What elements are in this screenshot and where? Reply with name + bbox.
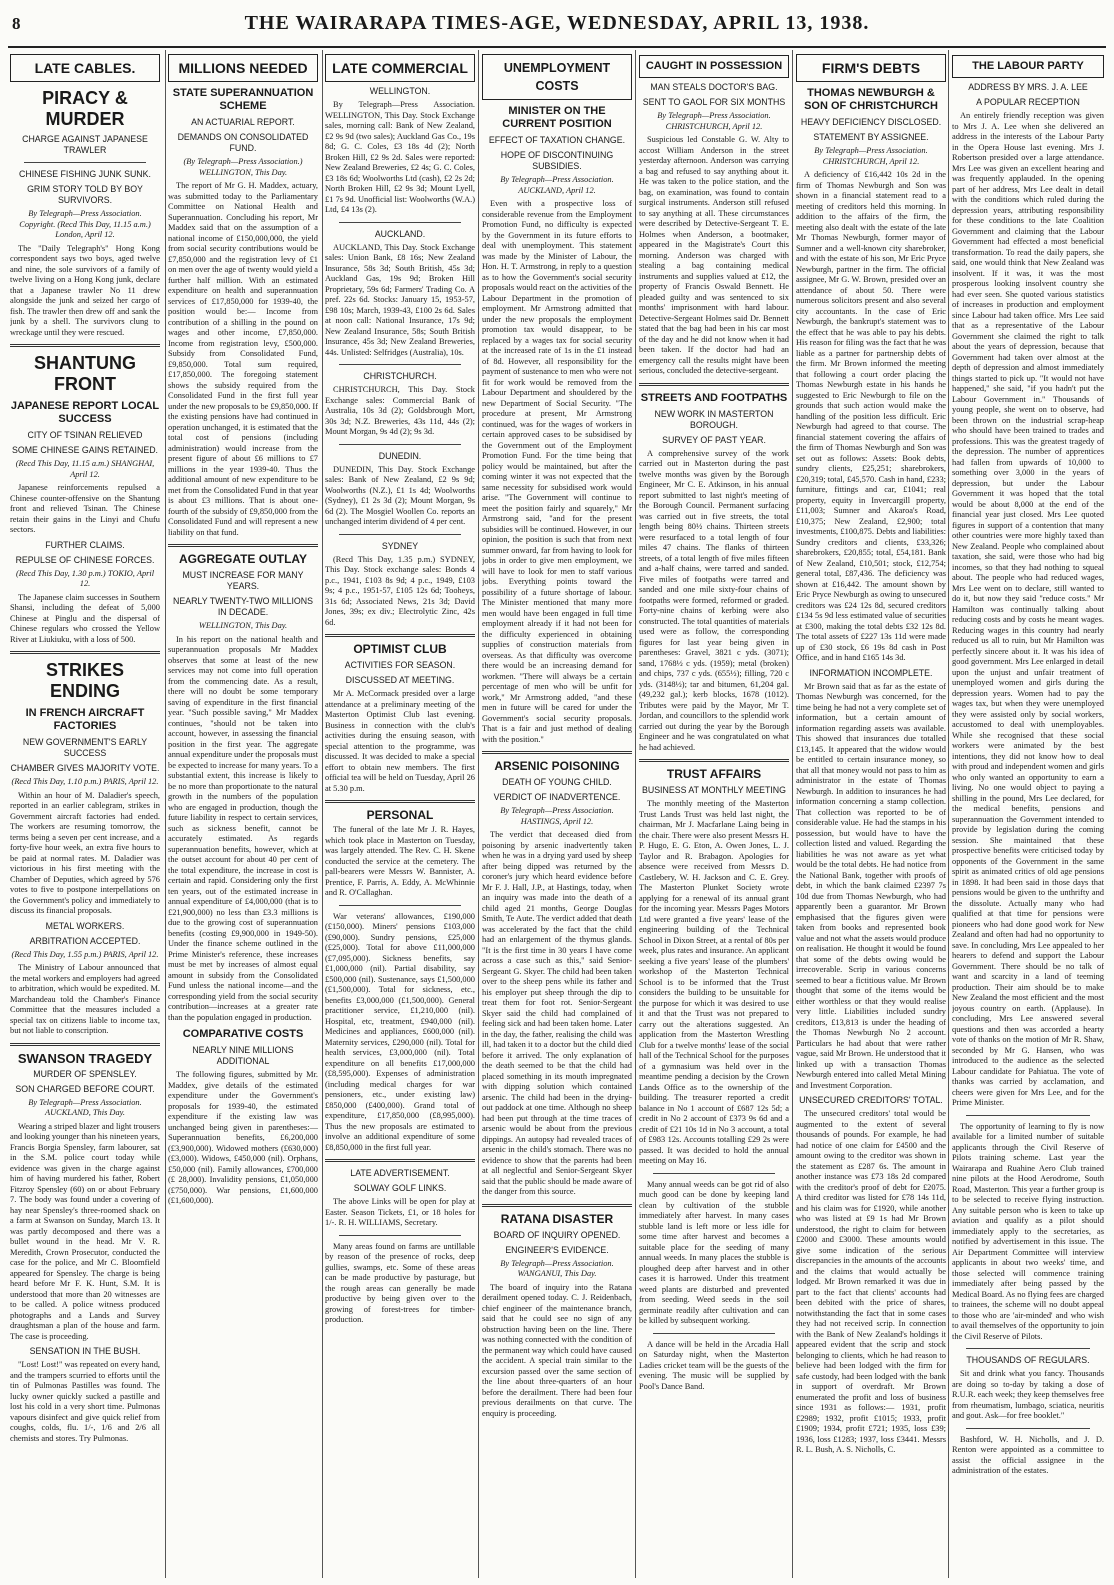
subheadline: JAPANESE REPORT LOCAL SUCCESS [10, 400, 160, 425]
dateline: By Telegraph—Press Association. HASTINGS, April 12. [500, 806, 614, 826]
article-body: Japanese reinforcements repulsed a Chinese counter-offensive on the Shantung front and relieved Tsinan. The Chinese retain their gains in the Linyi and Chufu sectors. [10, 483, 160, 534]
section-header: FIRM'S DEBTS [796, 54, 946, 82]
newspaper-title: THE WAIRARAPA TIMES-AGE, WEDNESDAY, APRIL 13, 1938. [244, 12, 870, 34]
column-firms-debts [796, 50, 946, 1578]
article-body: Many annual weeds can be got rid of also much good can be done by keeping land clean by cultivation of the stubble immediately after harvest. In many cases stubble land is left more or less idle for some time after harvest and becomes a suitable place for the seeding of many annual weeds. In many places the stubble is ploughed deep after harvest and in other cases it is harrowed. Under this treatment weed plants are disturbed and prevented from seeding. Weed seeds in the soil germinate readily after cultivation and can be killed by subsequent working. [639, 1179, 789, 1325]
section-header: LATE CABLES. [10, 54, 160, 82]
subheadline: SYDNEY [381, 540, 419, 551]
subheadline: SOLWAY GOLF LINKS. [353, 1183, 447, 1193]
subheadline: THOMAS NEWBURGH & SON OF CHRISTCHURCH [804, 87, 938, 112]
subheadline: STATE SUPERANNUATION SCHEME [172, 87, 314, 112]
subheadline: ARBITRATION ACCEPTED. [29, 935, 141, 946]
subheadline: HOPE OF DISCONTINUING SUBSIDIES. [500, 150, 614, 171]
column-unemployment-costs [482, 50, 632, 1578]
subheadline: SENSATION IN THE BUSH. [29, 1346, 141, 1356]
article-body: Many areas found on farms are untillable by reason of the presence of rocks, deep gullies, swamps, etc. Some of these areas can be made productive by pasturage, but the rough areas can generally be made productive by being given over to the growing of forest-trees for timber-production. [325, 1241, 475, 1324]
subheadline: MUST INCREASE FOR MANY YEARS. [182, 570, 304, 591]
article-body: Wearing a striped blazer and light trousers and looking younger than his nineteen years, Francis Borgia Spensley, farm labourer, sat in the S.M. police court today while evidence was given in the charge against him of having murdered his father, Robert Fitzroy Spensley (60) on or about February 7. The body was found under a covering of hay near Spensley's three-roomed shack on a farm at Swanson on Sunday, March 13. It was partly decomposed and there was a bullet wound in the head. Mr V. R. Meredith, Crown Prosecutor, conducted the case for the police, and Mr C. Bloomfield appeared for Spensley. The charge is being heard before Mr F. K. Hunt, S.M. It is understood that more than 20 witnesses are to be called. A police witness produced photographs and a Lands and Survey draughtsman a plan of the house and farm. The case is proceeding. [10, 1121, 160, 1341]
subheadline: NEARLY TWENTY-TWO MILLIONS IN DECADE. [173, 596, 313, 617]
article-body: The Ministry of Labour announced that the metal workers and employers had agreed to arbitration, which would be expedited. M. Marchandeau told the Chamber's Finance Committee that the measures included a special tax on citizens liable to income tax, but not liable to conscription. [10, 963, 160, 1035]
article-body: Even with a prospective loss of considerable revenue from the Employment Promotion Fund, no difficulty is expected by the Government in its future efforts to deal with unemployment. This statement was made by the Minister of Labour, the Hon. H. T. Armstrong, in reply to a question as to how the Government's social security proposals would react on the activities of the Labour Department in the promotion of employment. Mr Armstrong admitted that under the new proposals the employment promotion tax would disappear, to be replaced by a wages tax for social security at the increased rate of 1s in the £1 instead of 8d. However, all responsibility for the payment of sustenance to men who were not fit for work would be removed from the Labour Department and shouldered by the new Department of Social Security. "The procedure at present, Mr Armstrong continued, was for the wages of workers in certain approved cases to be subsidised by the Government out of the Employment Promotion Fund. For the time being that policy would be maintained, but after the coming winter it was not expected that the same necessity for subsidised work would arise. "The Government will continue to meet the position fairly and squarely," Mr Armstrong said, "and for the present subsidies will be continued. However, in our opinion, the position is such that from next summer onward, far from having to look for jobs in order to give men employment, we will have to look for men to staff various jobs. Everything points toward the possibility of a future shortage of labour. The Minister mentioned that many more men would have been engaged in full time employment already if it had not been for the difficulty experienced in obtaining supplies of construction materials from overseas. As that difficulty was overcome there would be an increasing demand for workmen. "There will always be a certain percentage of men who will be unfit for work," Mr Armstrong added, "and these men in future will be cared for under the Government's social security proposals. That is a fair and just method of dealing with the position." [482, 199, 632, 744]
headline: SWANSON TRAGEDY [17, 1050, 153, 1066]
headline: AGGREGATE OUTLAY [178, 552, 307, 566]
subheadline: CITY OF TSINAN RELIEVED [27, 430, 143, 440]
article-body: The unsecured creditors' total would be augmented to the extent of several thousands of pounds. For example, he had had notice of one claim for £4500 and the amount owing to the creditor was shown in the statement as £287 6s. The amount in another instance was £73 18s 2d compared with the creditor's proof of debt for £2075. A third creditor was listed for £78 14s 11d, and his claim was for £1920, while another who was listed at £9 1s had Mr Brown understood, the right to claim for between £2000 and £3000. These amounts would give some indication of the serious discrepancies in the amounts of the accounts and the claims that would actually be lodged. Mr Brown remarked it was due in part to the fact that clients' accounts had been debited with the price of shares, notwithstanding the fact that in some cases they had not received scrip. In connection with the Bank of New Zealand's holdings it appeared evident that the scrip and stock belonging to clients, which he had reason to believe had been lodged with the firm for safe custody, had been lodged with the bank in support of overdraft. Mr Brown enumerated the profit and loss of business since 1931 as follows:— 1931, profit £2989; 1932, profit £1015; 1933, profit £1909; 1934, profit £721; 1935, loss £39; 1936, loss £1283; 1937, loss £3441. Messrs R. L. Bush, A. S. Nicholls, C. [796, 1109, 946, 1454]
dateline: By Telegraph—Press Association. WANGANUI, This Day. [500, 1258, 614, 1278]
column-rule [478, 50, 479, 1578]
article-body: DUNEDIN, This Day. Stock Exchange sales: Bank of New Zealand, £2 9s 9d; Woolworths (N.Z.), £1 1s 4d; Woolworths (Sydney), £1 2s 3d (2); Mount Morgan, 9s 6d (2). The Mosgiel Woollen Co. reports an unchanged interim dividend of 4 per cent. [325, 464, 475, 526]
dateline: (Recd This Day, 1.30 p.m.) TOKIO, April 12. [15, 568, 155, 588]
subheadline: FURTHER CLAIMS. [45, 539, 125, 550]
subheadline: SENT TO GAOL FOR SIX MONTHS [642, 97, 786, 107]
article-body: The following figures, submitted by Mr. Maddex, give details of the estimated expenditure under the Government's proposals for 1939-40, the estimated expenditure if the existing law was unchanged being given in parentheses:— Superannuation benefits, £6,200,000 (£3,900,000). Widowed mothers (£630,000) (£3,000). Widows, £450,000 (nil). Orphans, £50,000 (nil). Family allowances, £700,000 (£ 28,000). Invalidity pensions, £1,050,000 (£750,000). War pensions, £1,600,000 (£1,600,000). [168, 1070, 318, 1205]
article-body: The monthly meeting of the Masterton Trust Lands Trust was held last night, the chairman, Mr J. Macfarlane Laing being in the chair. There were also present Messrs H. P. Hugo, E. G. Eton, A. Owen Jones, L. J. Taylor and R. Brabagon. Apologies for absence were received from Messrs D. Castlebery, W. H. Jackson and C. E. Grey. The Masterton Plunket Society wrote applying for a renewal of its annual grant for the incoming year. Messrs Pages Motors Ltd were granted a five years' lease of the engineering building of the Technical School in Dixon Street, at a rental of 80s per week, plus rates and insurance. An applicant seeking a five years' lease of the plumbers' workshop of the Masterton Technical School is to be informed that the Trust considers the building to be unsuitable for the purpose for which it was desired to use it and that the Trust was not prepared to carry out the alterations suggested. An application from the Masterton Wrestling Club for a twelve months' lease of the social hall of the Technical School for the purposes of a gymnasium was held over in the meantime pending a decision by the Crown Lands Office as to the ownership of the building. The treasurer reported a credit balance in No 1 account of £687 12s 5d; a credit in No 2 account of £373 9s 6d and a credit of £21 10s 1d in No 3 account, a total of £983 12s. Accounts totalling £29 2s were passed. It was decided to hold the annual meeting on May 16. [639, 799, 789, 1165]
dateline: By Telegraph—Press Association. CHRISTCHURCH, April 12. [657, 111, 771, 131]
article-body: A comprehensive survey of the work carried out in Masterton during the past twelve months was given by the Borough Engineer, Mr C. E. Atkinson, in his annual report submitted to last night's meeting of the Borough Council. Permanent surfacing was carried out in five streets, the total length being 80½ chains. Thirteen streets were resurfaced to a total length of four miles 47 chains. The flanks of thirteen streets, of a total length of five miles fifteen and a-half chains, were tarred and sanded. Five miles of footpaths were tarred and sanded and one mile sixty-four chains of footpaths were formed, reformed or graded. Forty-nine chains of kerbing were also constructed. The total quantities of materials used were as follow, the corresponding figures for last year being given in parentheses: Gravel, 3821 c yds. (3071); sand, 1768½ c yds. (1959); metal (broken) and chips, 737 c yds. (655½); filling, 720 c yds. (3148½); tar and bitumen, 61,204 gal. (49,232 gal.); kerb blocks, 1678 (1012). Tributes were paid by the Mayor, Mr T. Jordan, and councillors to the splendid work carried out during the year by the Borough Engineer and he was congratulated on what he had achieved. [639, 448, 789, 752]
subheadline: ACTIVITIES FOR SEASON. [344, 660, 456, 670]
subheadline: CHINESE FISHING JUNK SUNK. [19, 169, 151, 179]
article-body: CHRISTCHURCH, This Day. Stock Exchange sales: Commercial Bank of Australia, 10s 3d (2); Goldsbrough Mort, 30s 3d; N.Z. Breweries, 43s 11d, 44s (2); Mount Morgan, 9s 4d (2); 9s 3d. [325, 385, 475, 436]
subheadline: CHRISTCHURCH. [363, 371, 437, 381]
article-body: Bashford, W. H. Nicholls, and J. D. Renton were appointed as a committee to assist the official assignee in the administration of the estates. [952, 1434, 1104, 1475]
dateline: By Telegraph—Press Association. CHRISTCHURCH, April 12. [814, 146, 928, 166]
column-labour-party [952, 50, 1104, 1578]
subheadline: DEMANDS ON CONSOLIDATED FUND. [177, 132, 309, 153]
advertisement: Sit and drink what you fancy. Thousands are doing so to-day by taking a dose of R.U.R. each week; they keep themselves free from rheumatism, lumbago, sciatica, neuritis and gout. Ask—for free booklet." [952, 1369, 1104, 1420]
subheadline: NEARLY NINE MILLIONS ADDITIONAL [192, 1045, 294, 1066]
article-body: The funeral of the late Mr J. R. Hayes, which took place in Masterton on Tuesday, was largely attended. The Rev. C. H. Skene conducted the service at the cemetery. The pall-bearers were Messrs W. Bannister, A. Prentice, F. Parris, A. Eddy, A. McWhinnie and R. O'Callaghan. [325, 825, 475, 897]
headline: TRUST AFFAIRS [666, 767, 762, 781]
column-rule [792, 50, 793, 1578]
subheadline: METAL WORKERS. [45, 920, 125, 931]
section-header: THE LABOUR PARTY [952, 55, 1104, 78]
dateline: (Recd This Day, 1.10 p.m.) PARIS, April 12. [11, 777, 159, 786]
subheadline: ADDRESS BY MRS. J. A. LEE [968, 82, 1088, 92]
subheadline: HEAVY DEFICIENCY DISCLOSED. [800, 117, 942, 127]
column-late-commercial [325, 50, 475, 1578]
subheadline: IN FRENCH AIRCRAFT FACTORIES [25, 707, 145, 732]
subheadline: REPULSE OF CHINESE FORCES. [15, 554, 155, 565]
subheadline: MINISTER ON THE CURRENT POSITION [502, 105, 612, 130]
article-body: The opportunity of learning to fly is now available for a limited number of suitable applicants through the Civil Reserve of Pilots training scheme. Last year the Wairarapa and Ruahine Aero Club trained nine pilots at the Hood Aerodrome, South Road, Masterton. This year a further group is to be selected to receive flying instruction. Any suitable person who is keen to take up aviation and qualify as a pilot should immediately apply to the secretaries, as notified by advertisement in this issue. The Air Department Committee will interview applicants in about two weeks' time, and those selected will commence training immediately after being passed by the Medical Board. As no flying fees are charged to trainees, the scheme will no doubt appeal to those who are 'air-minded' and who wish to avail themselves of the opportunity to join the Civil Reserve of Pilots. [952, 1121, 1104, 1341]
headline: ARSENIC POISONING [494, 759, 620, 773]
dateline: WELLINGTON, This Day. [198, 621, 288, 630]
column-millions-needed [168, 50, 318, 1578]
article-body: Mr Brown said that as far as the estate of Thomas Newburgh was concerned, for the time being he had not a very complete set of information, but a certain amount of information regarding assets was available. This showed that insurances due totalled £13,145. It appeared that the widow would be entitled to certain insurance money, so that all that money would not pass to him as administrator in the estate of Thomas Newburgh. In addition to insurances he had information concerning a stamp collection. That collection was reported to be of considerable value. He had the stamps in his possession, but would have to have the collection listed and valued. Regarding the liabilities he was not aware as yet what would be the total debts. He had notice from the National Bank, together with proofs of debt, in which the bank claimed £2397 7s 10d due from Thomas Newburgh, who had apparently been a guarantor. Mr Brown emphasised that the figures given were taken from books and represented book value and not what the assets would produce on realisation. He thought it would be found that some of the debts owing would be irrecoverable. Scrip in various concerns seemed to bear a fictitious value. Mr Brown thought that some of the items would be either worthless or that they would realise very little. Liabilities included sundry creditors, £13,813 is under the heading of the Thomas Newburgh No 2 account. Particulars he had about that were rather vague, said Mr Brown. He understood that it linked up with a transaction Thomas Newburgh entered into called Metal Mining and Investment Corporation. [796, 681, 946, 1090]
article-body: Suspicious led Constable G. W. Alty to accost William Anderson in the street yesterday afternoon. Anderson was carrying a bag and refused to say anything about it. He was taken to the police station, and the bag, on examination, was found to contain surgical instruments. Anderson still refused to say anything at all. These circumstances were described by Detective-Sergeant T. E. Holmes when Anderson, a bootmaker, appeared in the Magistrate's Court this morning. Anderson was charged with stealing a bag containing medical instruments and supplies valued at £12, the property of Francis Oswald Bennett. He pleaded guilty and was sentenced to six months' imprisonment with hard labour. Detective-Sergeant Holmes said Dr. Bennett stated that the bag had been in his car most of the day and he did not know when it had been taken. If the doctor had had an emergency call the results might have been serious, concluded the detective-sergeant. [639, 135, 789, 375]
article-body: An entirely friendly reception was given to Mrs J. A. Lee when she delivered an address in the interests of the Labour Party in the Opera House last evening. Mrs J. Robertson presided over a large attendance. Mrs Lee was given an excellent hearing and was frequently applauded. In the opening part of her address, Mrs Lee dealt in detail with the conditions which ruled during the depression years, attributing responsibility for these conditions to the late Coalition Government and claiming that the Labour Government had effected a most beneficial transformation. To read the daily papers, she said, one would think that New Zealand was insolvent. If it was, it was the most prosperous looking insolvent country she had ever seen. She quoted various statistics of increases in production and employment since Labour had taken office. Mrs Lee said that as a representative of the Labour Government she claimed the right to talk about the years of depression, because that Government had taken over almost at the depth of depression and almost immediately things started to pick up. "It would not have happened," she said, "if you hadn't put the Labour Government in." Thousands of young people, she went on to observe, had been thrown on the industrial scrap-heap who should have been trained to trades and professions. This was the greatest tragedy of the depression. The number of apprentices had fallen from upwards of 10,000 to something over 3,000 in the years of depression, but under the Labour Government it was hoped that the total would be about 8,000 at the end of the financial year just closed. Mrs Lee quoted figures in support of a contention that many other countries were more highly taxed than New Zealand. People who complained about taxation, she said, were those who had big incomes, so that they had nothing to squeal about. The people who had reduced wages, Mrs Lee went on to declare, still wanted to do it, but now they said "reduce costs." Mr Hamilton was continually talking about reducing costs and by costs he meant wages. Reducing wages in this country had nearly reduced us all to ruin, but Mr Hamilton was perfectly sincere about it. It was his idea of good government. Mrs Lee enlarged in detail upon the unjust and unfair treatment of unemployed women and girls during the depression years. Women had to pay the wages tax, but when they were unemployed they were assisted only by social workers, accustomed to deal with unemployables. While she recognised that these social workers were animated by the best intentions, they did not know how to deal with proud and independent women and girls who only wanted an opportunity to earn a living. No one would object to paying a shilling in the pound, Mrs Lee declared, for the medical benefits, pensions and superannuation the Government intended to provide by legislation during the coming session. She maintained that these prospective benefits were criticised today by opponents of the Government in the same spirit as animated critics of old age pensions in 1898. It had been said in those days that pensions would be given to the unthrifty and the dissolute. Actually many who had qualified at that time for pensions were pioneers who had done good work for New Zealand and often had had no opportunity to save. In concluding, Mrs Lee appealed to her hearers to defend and support the Labour Government. There should be no talk of want and scarcity in a land of teeming production. Their aim should be to make New Zealand the most efficient and the most joyous country on earth. (Applause). In concluding, Mrs Lee answered several questions and then was accorded a hearty vote of thanks on the motion of Mr R. Shaw, seconded by Mr G. Hansen, who was introduced to the audience as the selected Labour candidate for Pahiatua. The vote of thanks was carried by acclamation, and cheers were given for Mrs Lee, and for the Prime Minister. [952, 111, 1104, 1107]
subheadline: DEATH OF YOUNG CHILD. [502, 777, 612, 787]
subheadline: LATE ADVERTISEMENT. [350, 1168, 450, 1178]
article-body: A dance will be held in the Arcadia Hall on Saturday night, when the Masterton Ladies cricket team will be the guests of the evening. The music will be supplied by Pool's Dance Band. [639, 1339, 789, 1391]
article-body: The Japanese claim successes in Southern Shansi, including the defeat of 5,000 Chinese at Pinglu and the dispersal of Chinese regulars who crossed the Yellow River at Liukiuku, with a loss of 500. [10, 592, 160, 644]
article-body: In his report on the national health and superannuation proposals Mr Maddex observes that some at least of the new services may not come into full operation from the commencing date. As a result, there will no doubt be some temporary saving of expenditure in the first financial year. "Such possible saving," Mr Maddex continues, "should not be taken into account, however, in assessing the financial position in the first year. The aggregate annual expenditure under the proposals must be expected to increase for many years. To a substantial extent, this increase is likely to be no more than proportionate to the natural growth in the numbers of the population who are engaged in production, though the future liability in respect to certain services, such as sickness benefit, cannot be accurately estimated. As regards superannuation benefits, however, which at the outset account for about 40 per cent of the total expenditure, the increase in cost is certain and rapid. Considering only the first ten years, out of the estimated increase in annual expenditure of £4,000,000 (that is to £21,900,000) no less than £3.3 millions is due to the growing cost of superannuation benefits (costing £9,900,000 in 1949-50). Under the finance scheme outlined in the Prime Minister's reference, these increases must be met by increases of almost equal amount in subsidy from the Consolidated Fund unless the national income—and the corresponding yield from the social security contribution—increases at a greater rate than the population engaged in production. [168, 634, 318, 1022]
article-body: By Telegraph—Press Association. WELLINGTON, This Day. Stock Exchange sales, morning call: Bank of New Zealand, £2 9s 9d (two sales); Auckland Gas Co., 19s 8d; G. C. Coles, £3 18s 4d (2); North Broken Hill, £2 9s 2d. Sales were reported: New Zealand Breweries, £2 4s; G. C. Coles, £3 18s 6d; Woolworths Ltd (cash), £2 2s 2d; North Broken Hill, £2 9s 3d; Mount Lyell, £1 7s 9d. Unofficial list: Woolworths (W.A.) Ltd, £4 13s (2). [325, 100, 475, 214]
subheadline: DUNEDIN. [378, 450, 422, 461]
subheadline: VERDICT OF INADVERTENCE. [493, 792, 621, 802]
subheadline: STATEMENT BY ASSIGNEE. [813, 132, 929, 142]
advertisement: The above Links will be open for play at Easter. Season Tickets, £1, or 18 holes for 1/-. R. H. WILLIAMS, Secretary. [325, 1197, 475, 1227]
subheadline: INFORMATION INCOMPLETE. [809, 667, 933, 678]
subheadline: SOME CHINESE GAINS RETAINED. [12, 445, 158, 455]
section-header: UNEMPLOYMENT COSTS [482, 54, 632, 100]
dateline: By Telegraph—Press Association. AUCKLAND, April 12. [500, 175, 614, 195]
dateline: (By Telegraph—Press Association.) WELLINGTON, This Day. [183, 157, 303, 177]
article-body: War veterans' allowances, £190,000 (£150,000). Miners' pensions £103,000 (£90,000). Sundry pensions, £25,000 (£25,000). Total for above £11,000,000 (£7,095,000). Sickness benefits, say £1,000,000 (nil). Partial disability, say £500,000 (nil). Sustenance, says £1,500,000 (£1,500,000). Total for sickness, etc., benefits £3,000,000 (£1,500,000). General practitioner service, £1,210,000 (nil). Hospital, etc, treatment, £940,000 (nil). Medicines and appliances, £600,000 (nil). Maternity services, £290,000 (nil). Total for health services, £3,000,000 (nil). Total expenditure on all benefits £17,000,000 (£8,595,000). Expenses of administration (including medical charges for war pensioners, etc., under existing law) £850,000 (£400,000). Grand total of expenditure, £17,850,000 (£8,995,000). Thus the new proposals are estimated to involve an additional expenditure of some £8,850,000 in the first full year. [325, 911, 475, 1152]
column-caught-in-possession [639, 50, 789, 1578]
subheadline: NEW GOVERNMENT'S EARLY SUCCESS [22, 737, 148, 758]
headline: COMPARATIVE COSTS [182, 1028, 304, 1040]
headline: RATANA DISASTER [500, 1211, 614, 1226]
column-rule [948, 50, 949, 1578]
subheadline: ENGINEER'S EVIDENCE. [505, 1244, 609, 1255]
subheadline: WELLINGTON. [369, 86, 431, 96]
subheadline: MAN STEALS DOCTOR'S BAG. [650, 82, 778, 92]
column-rule [322, 50, 323, 1578]
column-rule [635, 50, 636, 1578]
headline: OPTIMIST CLUB [353, 642, 447, 656]
page-number: 8 [12, 14, 21, 33]
subheadline: SURVEY OF PAST YEAR. [662, 434, 766, 445]
subheadline: BUSINESS AT MONTHLY MEETING [641, 785, 787, 795]
column-late-cables [10, 50, 160, 1578]
subheadline: EFFECT OF TAXATION CHANGE. [488, 135, 626, 145]
subheadline: SON CHARGED BEFORE COURT. [15, 1083, 155, 1094]
article-body: Within an hour of M. Daladier's speech, reported in an earlier cablegram, strikes in Government aircraft factories had ended. The workers are resuming tomorrow, the terms being a seven per cent increase, and a forty-five hour week, an extra five hours to be paid at normal rates. M. Daladier was victorious in his first meeting with the Chamber of Deputies, which agreed by 576 votes to five to postpone interpellations on the Government's policy and immediately to discuss its financial proposals. [10, 790, 160, 915]
headline: PIRACY & MURDER [42, 88, 128, 129]
section-header: LATE COMMERCIAL [325, 54, 475, 82]
article-body: The report of Mr G. H. Maddex, actuary, was submitted today to the Parliamentary Committee on National Health and Superannuation. Concluding his report, Mr Maddex said that on the assumption of a national income of £150,000,000, the yield from social security contributions would be £7,850,000 and the registration levy of £1 on men over the age of twenty would yield a further half million. With an estimated expenditure on health and superannuation services of £17,850,000 for 1939-40, the position would be:— Income from contribution of a shilling in the pound on wages and other income, £7,850,000. Income from registration levy, £500,000. Subsidy from Consolidated Fund, £9,850,000. Total sum required, £17,850,000. The foregoing statement shows the subsidy required from the Consolidated Fund in the first full year under the new proposals to be £9,850,000. If the existing pensions have had continued in operation unchanged, it is estimated that the total cost of pensions (including administration) would increase from the present figure of about £6 millions to £7 millions in the year 1939-40. Thus the additional amount of new expenditure to be met from the Consolidated Fund in that year is about £3 millions. That is about one-fourth of the subsidy of £9,850,000 from the Consolidated Fund and will represent a new liability on that fund. [168, 181, 318, 537]
headline: STRIKES ENDING [45, 660, 124, 701]
subheadline: AN ACTUARIAL REPORT. [191, 117, 295, 127]
subheadline: AUCKLAND. [374, 228, 426, 239]
subheadline: CHARGE AGAINST JAPANESE TRAWLER [22, 134, 148, 155]
subheadline: BOARD OF INQUIRY OPENED. [493, 1229, 621, 1240]
subheadline: THOUSANDS OF REGULARS. [966, 1355, 1090, 1365]
subheadline: GRIM STORY TOLD BY BOY SURVIVORS. [27, 184, 143, 205]
article-body: (Recd This Day, 1.35 p.m.) SYDNEY, This Day. Stock exchange sales: Bonds 4 p.c., 1941, £103 8s 9d; 4 p.c., 1949, £103 9s; 4 p.c., 1951-57, £105 12s 6d; Tooheys, 31s 6d; Associated News, 21s 3d; David Jones, 39s; ex div.; Electrolytic Zinc, 42s 6d. [325, 554, 475, 627]
headline: SHANTUNG FRONT [34, 353, 136, 394]
masthead [8, 6, 1106, 48]
subheadline: UNSECURED CREDITORS' TOTAL. [799, 1095, 943, 1105]
section-header: CAUGHT IN POSSESSION [639, 55, 789, 78]
article-body: A deficiency of £16,442 10s 2d in the firm of Thomas Newburgh and Son was shown in a financial statement read to a meeting of creditors held this morning. In addition to the affairs of the firm, the meeting also dealt with the estate of the late Mr Thomas Newburgh, former mayor of Sumner and a well-known city sharebroker, and with the estate of his son, Mr Eric Pryce Newburgh, partner in the firm. The official assignee, Mr G. W. Brown, presided over an attendance of about 50. There were numerous solicitors present and also several city accountants. In the case of Eric Newburgh, the bankrupt's statement was to the effect that he was able to pay his debts. His reason for filing was the fact that he was liable as a partner for partnership debts of the firm. Mr Brown informed the meeting that following a court order placing the Thomas Newburgh estate in his hands he suggested to Eric Newburgh to file on the grounds that such action would make the handling of the position less difficult. Eric Newburgh had agreed to that course. The financial statement covering the affairs of the firm of Thomas Newburgh and Son was set out as follows: Assets: Book debts, sundry clients, £25,251; sharebrokers, £20,319; total, £45,570. Cash in hand, £233; furniture, fittings and car, £1041; real property, equity in Invercargill property, £11,003; Sumner and Akaroa's Road, £10,375; New Zealand, £2,900; total investments, £100,875. Debts and liabilities: Sundry creditors and clients, £33,326; sharebrokers, £20,855; total, £54,181. Bank of New Zealand, £10,501; stock, £12,754; general total, £87,436. The deficiency was shown at £16,442. The amount shown by Eric Pryce Newburgh as owing to unsecured creditors was £24 12s 8d, secured creditors £134 5s 9d less estimated value of securities at £300, making the total debts £32 12s 8d. The total assets of £227 13s 11d were made up of £30 stock, £6 19s 8d cash in Post Office, and in hand £165 14s 3d. [796, 170, 946, 662]
article-body: The board of inquiry into the Ratana derailment opened today. C. J. Reidenbach, chief engineer of the maintenance branch, said that he could see no sign of any obstruction having been on the line. There was nothing connected with the condition of the permanent way which could have caused the accident. A special train similar to the excursion passed over the same section of the line about three-quarters of an hour before the derailment. There had been four previous derailments on that curve. The enquiry is proceeding. [482, 1282, 632, 1418]
article-body: The verdict that deceased died from poisoning by arsenic inadvertently taken when he was in a drying yard used by sheep after being dipped was returned by the coroner's jury which heard evidence before Mr F. J. Hall, J.P., at Hastings, today, when an inquiry was made into the death of a child aged 21 months, George Douglas Smith, Te Aute. The verdict added that death was accelerated by the fact that the child had an enlargement of the thymus glands. "It is the first time in 30 years I have come across a case such as this," said Senior-Sergeant G. Skyer. The child had been taken over to the sheep pens while its father and his employer put sheep through the dip to treat them for foot rot. Senior-Sergeant Skyer said the child had complained of feeling sick and had been taken home. Later in the day, the father, realising the child was ill, had taken it to a doctor but the child died before it arrived. The only explanation of the death seemed to be that the child had placed something in its mouth impregnated with dipping solution which contained arsenic. The child had been in the drying-out paddock at one time. Although no sheep had been put through at the time traces of arsenic would be about from the previous dippings. An autopsy had revealed traces of arsenic in the child's stomach. There was no evidence to show that the parents had been at all neglectful and Senior-Sergeant Skyer said that the public should be made aware of the danger from this source. [482, 830, 632, 1196]
article-body: "Lost! Lost!" was repeated on every hand, and the trampers scurried to efforts until the tin of Pulmonas Pastilles was found. The lucky owner quickly sucked a pastille and lost his cold in a very short time. Pulmonas vapours disinfect and give quick relief from coughs, colds, flu. 1/-, 1/6 and 2/6 all chemists and stores. Try Pulmonas. [10, 1360, 160, 1443]
dateline: (Recd This Day, 1.55 p.m.) PARIS, April 12. [11, 949, 159, 959]
article-body: The "Daily Telegraph's" Hong Kong correspondent says two boys, aged twelve and nine, the sole survivors of a family of twelve living on a Hong Kong junk, declare that a Japanese trawler No 11 drew alongside the junk and seized her cargo of fish. The trawler then drew off and sank the junk by a shell. The survivors clung to wreckage until they were rescued. [10, 243, 160, 337]
dateline: (Recd This Day, 11.15 a.m.) SHANGHAI, April 12. [15, 459, 155, 479]
column-rule [165, 50, 166, 1578]
headline: PERSONAL [366, 808, 434, 822]
article-body: Mr A. McCormack presided over a large attendance at a preliminary meeting of the Masterton Optimist Club last evening. Business in connection with the club's activities during the ensuing season, with special attention to the programme, was discussed. It was decided to make a special effort to obtain new members. The first official tea will be held on Tuesday, April 26 at 5.30 p.m. [325, 689, 475, 793]
dateline: By Telegraph—Press Association. AUCKLAND, This Day. [28, 1097, 142, 1117]
section-header: MILLIONS NEEDED [168, 54, 318, 82]
subheadline: DISCUSSED AT MEETING. [345, 675, 455, 685]
subheadline: CHAMBER GIVES MAJORITY VOTE. [10, 763, 160, 773]
headline: STREETS AND FOOTPATHS [640, 391, 788, 404]
subheadline: A POPULAR RECEPTION [976, 97, 1080, 107]
subheadline: MURDER OF SPENSLEY. [33, 1068, 137, 1079]
subheadline: NEW WORK IN MASTERTON BOROUGH. [654, 408, 774, 430]
dateline: By Telegraph—Press Association. Copyright. (Recd This Day, 11.15 a.m.) London, April 12. [19, 209, 151, 239]
article-body: AUCKLAND, This Day. Stock Exchange sales: Union Bank, £8 16s; New Zealand Insurance, 58s 3d; South British, 45s 3d; Auckland Gas, 19s 9d; Broken Hill Proprietary, 59s 6d; Farmers' Trading Co. A pref. 22s 6d. Stocks: January 15, 1953-57, £98 10s; March, 1939-43, £100 2s 6d. Sales at noon call: National Insurance, 17s 9d; New Zealand Insurance, 58s; South British Insurance, 45s 3d; New Zealand Breweries, 44s. Unlisted: Selfridges (Australia), 10s. [325, 242, 475, 357]
